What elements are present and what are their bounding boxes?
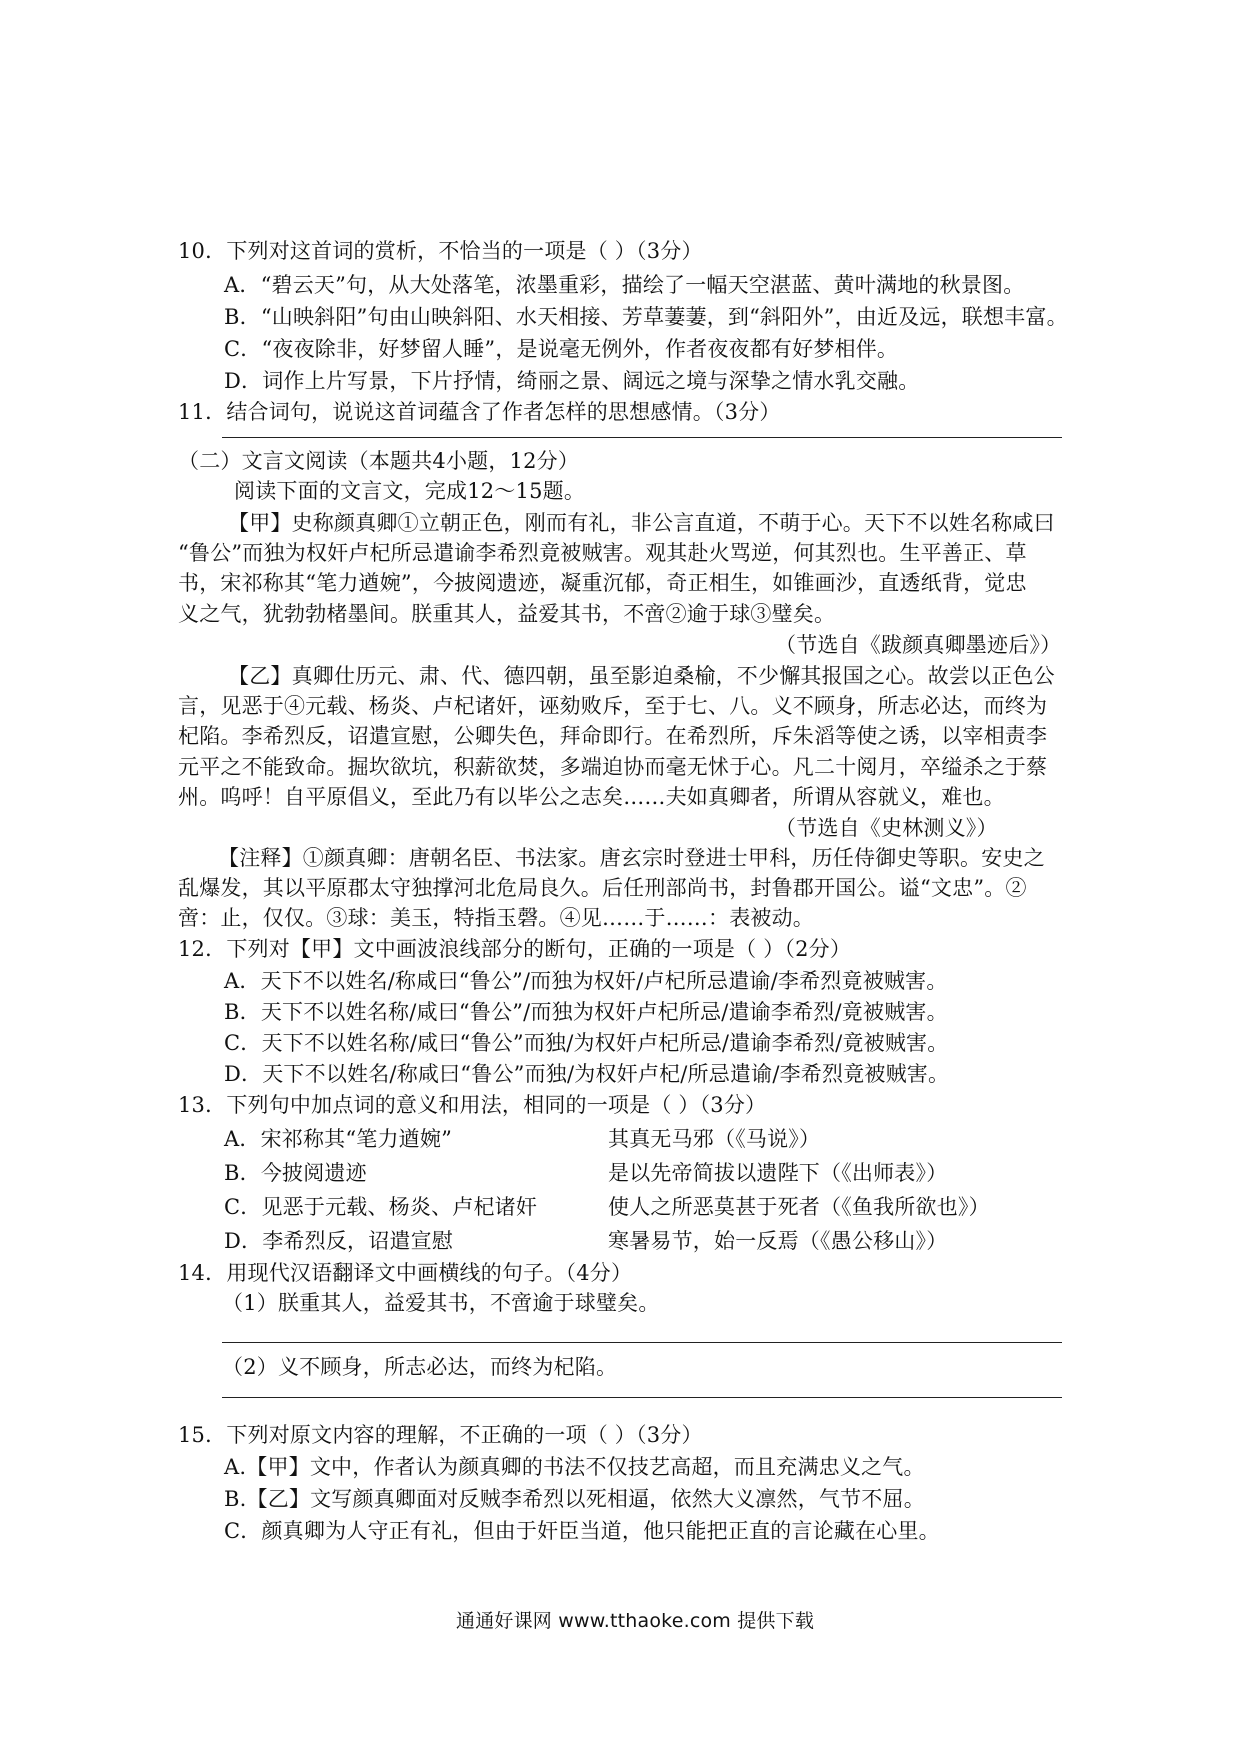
q14-item-2: （2）义不顾身，所志必达，而终为杞陷。 <box>222 1355 618 1379</box>
notes-line: 乱爆发，其以平原郡太守独撑河北危局良久。后任刑部尚书，封鲁郡开国公。谥“文忠”。② <box>178 876 1027 900</box>
q13-stem: 13．下列句中加点词的意义和用法，相同的一项是（ ）（3分） <box>178 1093 767 1117</box>
passage-yi-line: 言，见恶于④元载、杨炎、卢杞诸奸，诬劾败斥，至于七、八。义不顾身，所志必达，而终为 <box>178 694 1048 718</box>
passage-jia-line: 【甲】史称颜真卿①立朝正色，刚而有礼，非公言直道，不萌于心。天下不以姓名称咸曰 <box>228 511 1055 535</box>
page-footer: 通通好课网 www.tthaoke.com 提供下载 <box>456 1610 815 1632</box>
q15-option-c: C．颜真卿为人守正有礼，但由于奸臣当道，他只能把正直的言论藏在心里。 <box>224 1519 940 1543</box>
q15-option-a: A.【甲】文中，作者认为颜真卿的书法不仅技艺高超，而且充满忠义之气。 <box>224 1455 925 1479</box>
q12-option-a: A．天下不以姓名/称咸曰“鲁公”/而独为权奸/卢杞所忌遣谕/李希烈竟被贼害。 <box>224 969 948 993</box>
q13-row-right: 是以先帝简拔以遗陛下（《出师表》） <box>608 1161 948 1185</box>
q13-row-left: D．李希烈反，诏遣宣慰 <box>224 1229 454 1253</box>
q12-option-c: C．天下不以姓名称/咸曰“鲁公”而独/为权奸卢杞所忌/遣谕李希烈/竟被贼害。 <box>224 1031 949 1055</box>
q13-row-left: A．宋祁称其“笔力遒婉” <box>224 1127 453 1151</box>
q14-answer-line-2 <box>222 1397 1062 1398</box>
q12-option-d: D．天下不以姓名/称咸曰“鲁公”而独/为权奸卢杞/所忌遣谕/李希烈竟被贼害。 <box>224 1062 950 1086</box>
q10-stem: 10．下列对这首词的赏析，不恰当的一项是（ ）（3分） <box>178 239 703 263</box>
passage-yi-line: 【乙】真卿仕历元、肃、代、德四朝，虽至影迫桑榆，不少懈其报国之心。故尝以正色公 <box>228 664 1055 688</box>
q14-answer-line-1 <box>222 1342 1062 1343</box>
passage-jia-line: “鲁公”而独为权奸卢杞所忌遣谕李希烈竟被贼害。观其赴火骂逆，何其烈也。生平善正、草 <box>178 541 1027 565</box>
passage-yi-line: 杞陷。李希烈反，诏遣宣慰，公卿失色，拜命即行。在希烈所，斥朱滔等使之诱，以宰相责李 <box>178 724 1048 748</box>
passage-yi-line: 州。呜呼！自平原倡义，至此乃有以毕公之志矣……夫如真卿者，所谓从容就义，难也。 <box>178 785 1005 809</box>
q10-option-b: B．“山映斜阳”句由山映斜阳、水天相接、芳草萋萋，到“斜阳外”，由近及远，联想丰富。 <box>224 305 1068 329</box>
notes-line: 啻：止，仅仅。③球：美玉，特指玉磬。④见……于……：表被动。 <box>178 906 814 930</box>
section2-title: （二）文言文阅读（本题共4小题，12分） <box>178 449 580 473</box>
q13-row-right: 使人之所恶莫甚于死者（《鱼我所欲也》） <box>608 1195 990 1219</box>
q11-answer-line <box>222 437 1062 438</box>
passage-jia-line: 义之气，犹勃勃楮墨间。朕重其人，益爱其书，不啻②逾于球③璧矣。 <box>178 602 836 626</box>
passage-yi-source: （节选自《史林测义》） <box>775 816 998 840</box>
q14-item-1: （1）朕重其人，益爱其书，不啻逾于球璧矣。 <box>222 1291 660 1315</box>
passage-jia-source: （节选自《跋颜真卿墨迹后》） <box>775 633 1062 657</box>
passage-yi-line: 元平之不能致命。掘坎欲坑，积薪欲焚，多端迫协而毫无怵于心。凡二十阅月，卒缢杀之于蔡 <box>178 755 1048 779</box>
q10-option-c: C．“夜夜除非，好梦留人睡”，是说毫无例外，作者夜夜都有好梦相伴。 <box>224 337 899 361</box>
q13-row-left: B．今披阅遗迹 <box>224 1161 367 1185</box>
q12-stem: 12．下列对【甲】文中画波浪线部分的断句，正确的一项是（ ）（2分） <box>178 937 852 961</box>
q11-stem: 11．结合词句，说说这首词蕴含了作者怎样的思想感情。（3分） <box>178 400 781 424</box>
q13-row-right: 其真无马邪（《马说》） <box>608 1127 821 1151</box>
q13-row-right: 寒暑易节，始一反焉（《愚公移山》） <box>608 1229 948 1253</box>
notes-line: 【注释】①颜真卿：唐朝名臣、书法家。唐玄宗时登进士甲科，历任侍御史等职。安史之 <box>218 846 1045 870</box>
q10-option-a: A．“碧云天”句，从大处落笔，浓墨重彩，描绘了一幅天空湛蓝、黄叶满地的秋景图。 <box>224 273 1025 297</box>
q15-option-b: B.【乙】文写颜真卿面对反贼李希烈以死相逼，依然大义凛然，气节不屈。 <box>224 1487 925 1511</box>
section2-instruction: 阅读下面的文言文，完成12～15题。 <box>234 479 586 503</box>
q13-row-left: C．见恶于元载、杨炎、卢杞诸奸 <box>224 1195 538 1219</box>
q15-stem: 15．下列对原文内容的理解，不正确的一项（ ）（3分） <box>178 1423 703 1447</box>
q14-stem: 14．用现代汉语翻译文中画横线的句子。（4分） <box>178 1261 633 1285</box>
passage-jia-line: 书，宋祁称其“笔力遒婉”，今披阅遗迹，凝重沉郁，奇正相生，如锥画沙，直透纸背，觉忠 <box>178 571 1027 595</box>
q12-option-b: B．天下不以姓名称/咸曰“鲁公”/而独为权奸卢杞所忌/遣谕李希烈/竟被贼害。 <box>224 1000 948 1024</box>
q10-option-d: D．词作上片写景，下片抒情，绮丽之景、阔远之境与深挚之情水乳交融。 <box>224 369 920 393</box>
